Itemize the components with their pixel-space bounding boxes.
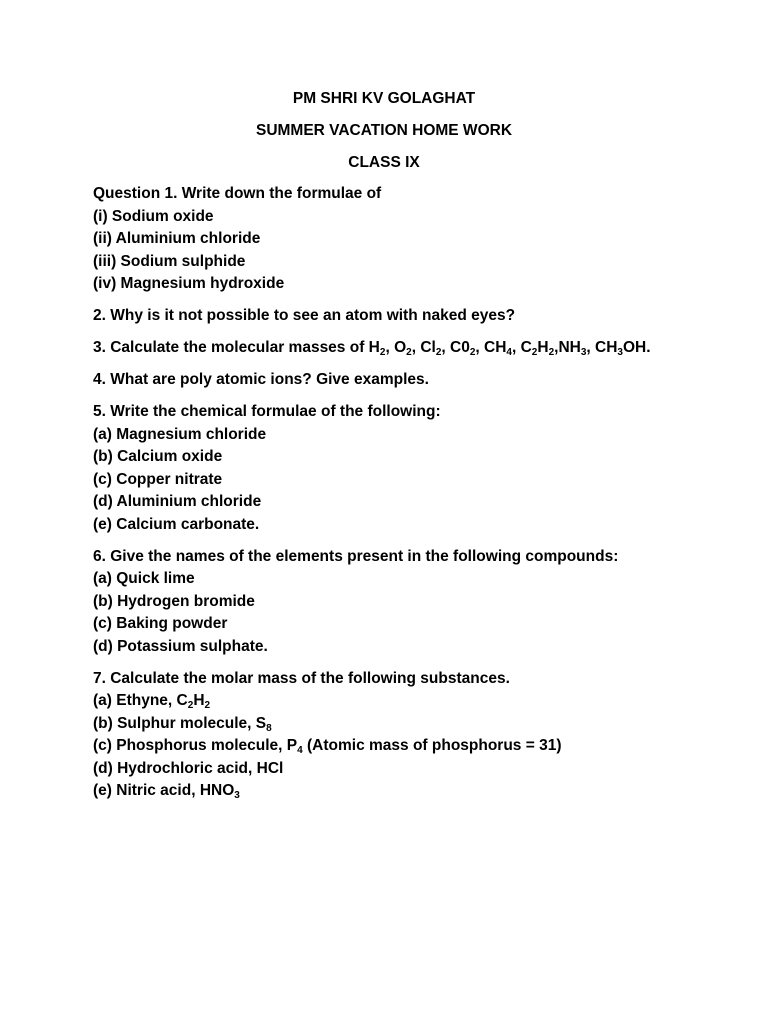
formula-o2: $O_2$ xyxy=(394,339,412,358)
question-5-item-d: (d) Aluminium chloride xyxy=(93,493,262,510)
question-6-item-a: (a) Quick lime xyxy=(93,570,195,587)
question-7-item-a: (a) Ethyne, $C_2H_2$ xyxy=(93,692,211,711)
question-1-item-iv: (iv) Magnesium hydroxide xyxy=(93,275,285,292)
school-name: PM SHRI KV GOLAGHAT xyxy=(292,90,476,107)
question-2 xyxy=(93,305,733,328)
question-4 xyxy=(93,369,733,392)
question-7-text: 7. Calculate the molar mass of the following substances. xyxy=(93,669,510,687)
question-1-text: Question 1. Write down the formulae of xyxy=(93,185,382,202)
question-6-item-c: (c) Baking powder xyxy=(93,615,228,632)
formula-ch3oh: $CH_3OH$ xyxy=(595,339,647,358)
question-7-item-d: (d) Hydrochloric acid, HCl xyxy=(93,759,284,777)
question-1-item-i: (i) Sodium oxide xyxy=(93,207,214,225)
formula-h2: $H_2$ xyxy=(368,339,386,358)
question-5-item-a: (a) Magnesium chloride xyxy=(93,425,267,443)
question-1 xyxy=(93,183,733,296)
question-7-item-e: (e) Nitric acid, $HNO_3$ xyxy=(93,782,240,801)
formula-c2h2: $C_2H_2$ xyxy=(520,339,555,358)
homework-title: SUMMER VACATION HOME WORK xyxy=(255,122,513,139)
question-6-item-b: (b) Hydrogen bromide xyxy=(93,592,255,610)
question-1-item-ii: (ii) Aluminium chloride xyxy=(93,230,261,247)
question-5-item-e: (e) Calcium carbonate. xyxy=(93,515,260,533)
question-1-item-iii: (iii) Sodium sulphide xyxy=(93,252,246,270)
formula-cl2: $Cl_2$ xyxy=(420,339,442,358)
question-7 xyxy=(93,668,733,803)
question-3-text: 3. Calculate the molecular masses of $H_2$, $O_2$, $Cl_2$, $C0_2$, $CH_4$, $C_2H_2,NH_3$, $CH_3OH$. xyxy=(93,339,651,358)
class-label: CLASS IX xyxy=(348,154,420,171)
formula-co2: $C0_2$ xyxy=(450,339,476,358)
question-6-item-d: (d) Potassium sulphate. xyxy=(93,637,268,655)
formula-ch4: $CH_4$ xyxy=(484,339,512,358)
question-2-text: 2. Why is it not possible to see an atom with naked eyes? xyxy=(93,307,516,324)
question-4-text: 4. What are poly atomic ions? Give examples. xyxy=(93,371,429,388)
question-5-item-c: (c) Copper nitrate xyxy=(93,470,223,488)
question-7-item-c: (c) Phosphorus molecule, $P_4$ (Atomic mass of phosphorus = 31) xyxy=(93,737,562,756)
question-6-text: 6. Give the names of the elements present in the following compounds: xyxy=(93,547,619,565)
question-3 xyxy=(93,337,733,360)
questions-body xyxy=(93,183,733,812)
question-5-item-b: (b) Calcium oxide xyxy=(93,448,223,465)
question-7-item-b: (b) Sulphur molecule, $S_8$ xyxy=(93,714,272,734)
question-5-text: 5. Write the chemical formulae of the following: xyxy=(93,403,441,420)
question-5 xyxy=(93,401,733,536)
question-6 xyxy=(93,546,733,659)
question-3-prefix: 3. Calculate the molecular masses of xyxy=(93,339,369,356)
formula-nh3: $NH_3$ xyxy=(558,339,587,358)
